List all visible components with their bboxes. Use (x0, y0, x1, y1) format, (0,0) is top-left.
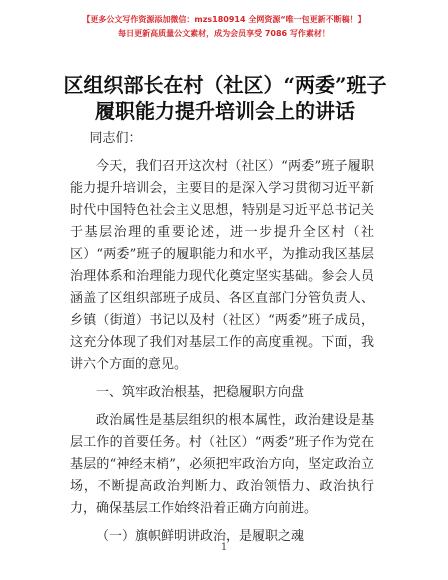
page-number: 1 (220, 542, 228, 553)
intro-paragraph: 今天，我们召开这次村（社区）“两委”班子履职能力提升培训会，主要目的是深入学习贯彻习近平新时代中国特色社会主义思想，特别是习近平总书记关于基层治理的重要论述，进一步提升全区村（社区）“两委”班子的履职能力和水平，为推动我区基层治理体系和治理能力现代化奠定坚实基础。参会人员涵盖了区组织部班子成员、各区直部门分管负责人、乡镇（街道）书记以及村（社区）“两委”班子成员，这充分体现了我们对基层工作的高度重视。下面，我讲六个方面的意见。 (70, 159, 374, 372)
salutation: 同志们： (89, 131, 142, 146)
section-heading: 一、筑牢政治根基，把稳履职方向盘 (96, 385, 305, 400)
promo-banner-line-2: 每日更新高质量公文素材，成为会员享受 7086 写作素材！ (118, 29, 330, 38)
section-paragraph: 政治属性是基层组织的根本属性，政治建设是基层工作的首要任务。村（社区）“两委”班子作为党在基层的“神经末梢”，必须把牢政治方向，坚定政治立场，不断提高政治判断力、政治领悟力、政治执行力，确保基层工作始终沿着正确方向前进。 (70, 413, 374, 516)
document-body (70, 128, 374, 548)
promo-banner-line-1: 【更多公文写作资源添加微信：mzs180914 全网资源“唯一包更新不断稿！】 (82, 15, 366, 24)
subsection-heading: （一）旗帜鲜明讲政治，是履职之魂 (96, 529, 305, 544)
document-title: 区组织部长在村（社区）“两委”班子履职能力提升培训会上的讲话 (63, 73, 387, 123)
